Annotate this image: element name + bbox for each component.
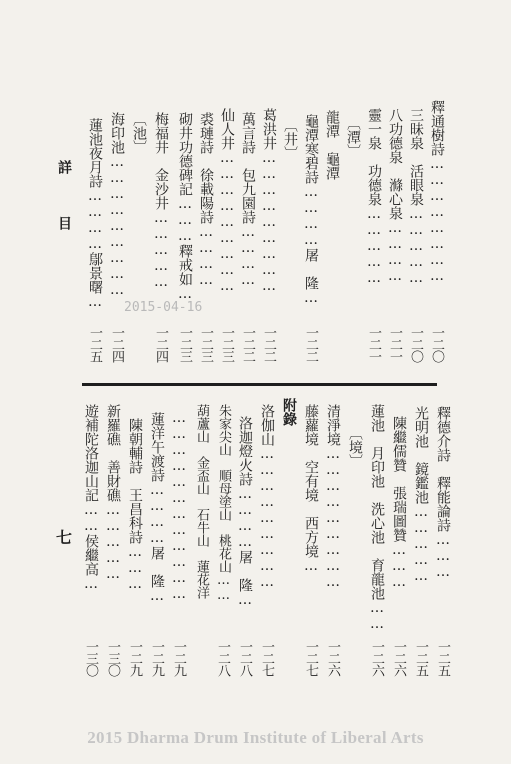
toc-entry: 三昧泉 活眼泉…………… [408,108,424,286]
page-number: 一二〇 [408,326,423,362]
page-number: 一二七 [259,640,274,676]
page-number: 一三〇 [83,640,98,676]
page-number: 一二五 [87,326,102,362]
page-number: 一二五 [435,640,450,676]
page-number: 一二一 [387,326,402,362]
section-divider [82,383,437,386]
section-heading: 〔井〕 [282,118,298,160]
page-number: 一二二 [303,326,318,362]
page-number: 一二五 [413,640,428,676]
page-number: 一二三 [219,326,234,362]
page-number: 一二九 [149,640,164,676]
page-number: 一二〇 [429,326,444,362]
toc-entry: 梅福井 金沙井…………… [153,112,169,290]
toc-entry: 蓮池 月印池 洗心池 育龍池…… [369,404,385,632]
toc-entry: 海印池……………………… [109,112,125,298]
page-number: 一二四 [153,326,168,362]
page-number: 一二八 [215,640,230,676]
toc-entry: 朱家尖山 順母塗山 桃花山…… [216,404,231,603]
toc-entry: 洛迦燈火詩…………屠 隆… [237,416,253,608]
page-number: 一二六 [325,640,340,676]
page-number: 一二二 [261,326,276,362]
toc-entry: 龍潭 龜潭 [324,110,340,180]
page-number: 一三〇 [105,640,120,676]
footer-watermark: 2015 Dharma Drum Institute of Liberal Arts [87,728,424,747]
page-folio: 七 [56,528,73,547]
page-number: 一二一 [366,326,381,362]
toc-entry: 萬言詩 包九園詩………… [240,112,256,288]
toc-entry: 砌井功德碑記………釋戒如… [177,112,193,302]
toc-entry: 八功德泉 滌心泉………… [387,108,403,284]
toc-entry: 靈一泉 功德泉…………… [366,108,382,286]
appendix-heading: 附錄 [281,398,297,426]
scan-date-stamp: 2015-04-16 [124,300,203,315]
page-number: 一二二 [240,326,255,362]
toc-entry: 葫蘆山 金盃山 石牛山 蓮花洋 [194,404,209,599]
page-number: 一二六 [391,640,406,676]
page-number: 一二九 [127,640,142,676]
page-number: 一二九 [171,640,186,676]
toc-entry: 清淨境……………………… [325,404,341,590]
page-number: 一二七 [303,640,318,676]
section-heading: 〔池〕 [131,112,147,154]
toc-entry: 藤蘿境 空有境 西方境… [303,404,319,574]
toc-entry: 葛洪井……………………… [261,108,277,294]
section-heading: 〔境〕 [347,426,363,468]
toc-entry: 洛伽山……………………… [259,404,275,590]
toc-entry: 裘璉詩 徐載陽詩………… [198,112,214,288]
page-number: 一二六 [369,640,384,676]
toc-entry: 釋德介詩 釋能論詩……… [435,406,451,580]
toc-entry: 蓮洋午渡詩…………屠 隆… [149,412,165,604]
toc-entry: 陳朝輔詩 王昌科詩……… [127,418,143,592]
running-header: 詳 目 [56,160,72,244]
toc-entry: 龜潭寒碧詩…………屠 隆… [303,114,319,306]
toc-entry: ……………………………… [171,410,187,602]
page-number: 一二三 [198,326,213,362]
page-number: 一二八 [237,640,252,676]
page-number: 一二三 [177,326,192,362]
toc-entry: 陳繼儒贊 張瑞圖贊……… [391,416,407,590]
page-number: 一二四 [109,326,124,362]
toc-entry: 遊補陀洛迦山記……侯繼高… [83,404,99,592]
toc-entry: 仙人井……………………… [219,108,235,294]
toc-entry: 釋通樹詩…………………… [429,100,445,284]
section-heading: 〔潭〕 [345,116,361,158]
toc-entry: 蓮池夜月詩…………鄔景曙… [87,118,103,310]
toc-entry: 光明池 鏡鑑池…………… [413,406,429,584]
toc-entry: 新羅礁 善財礁…………… [105,404,121,582]
